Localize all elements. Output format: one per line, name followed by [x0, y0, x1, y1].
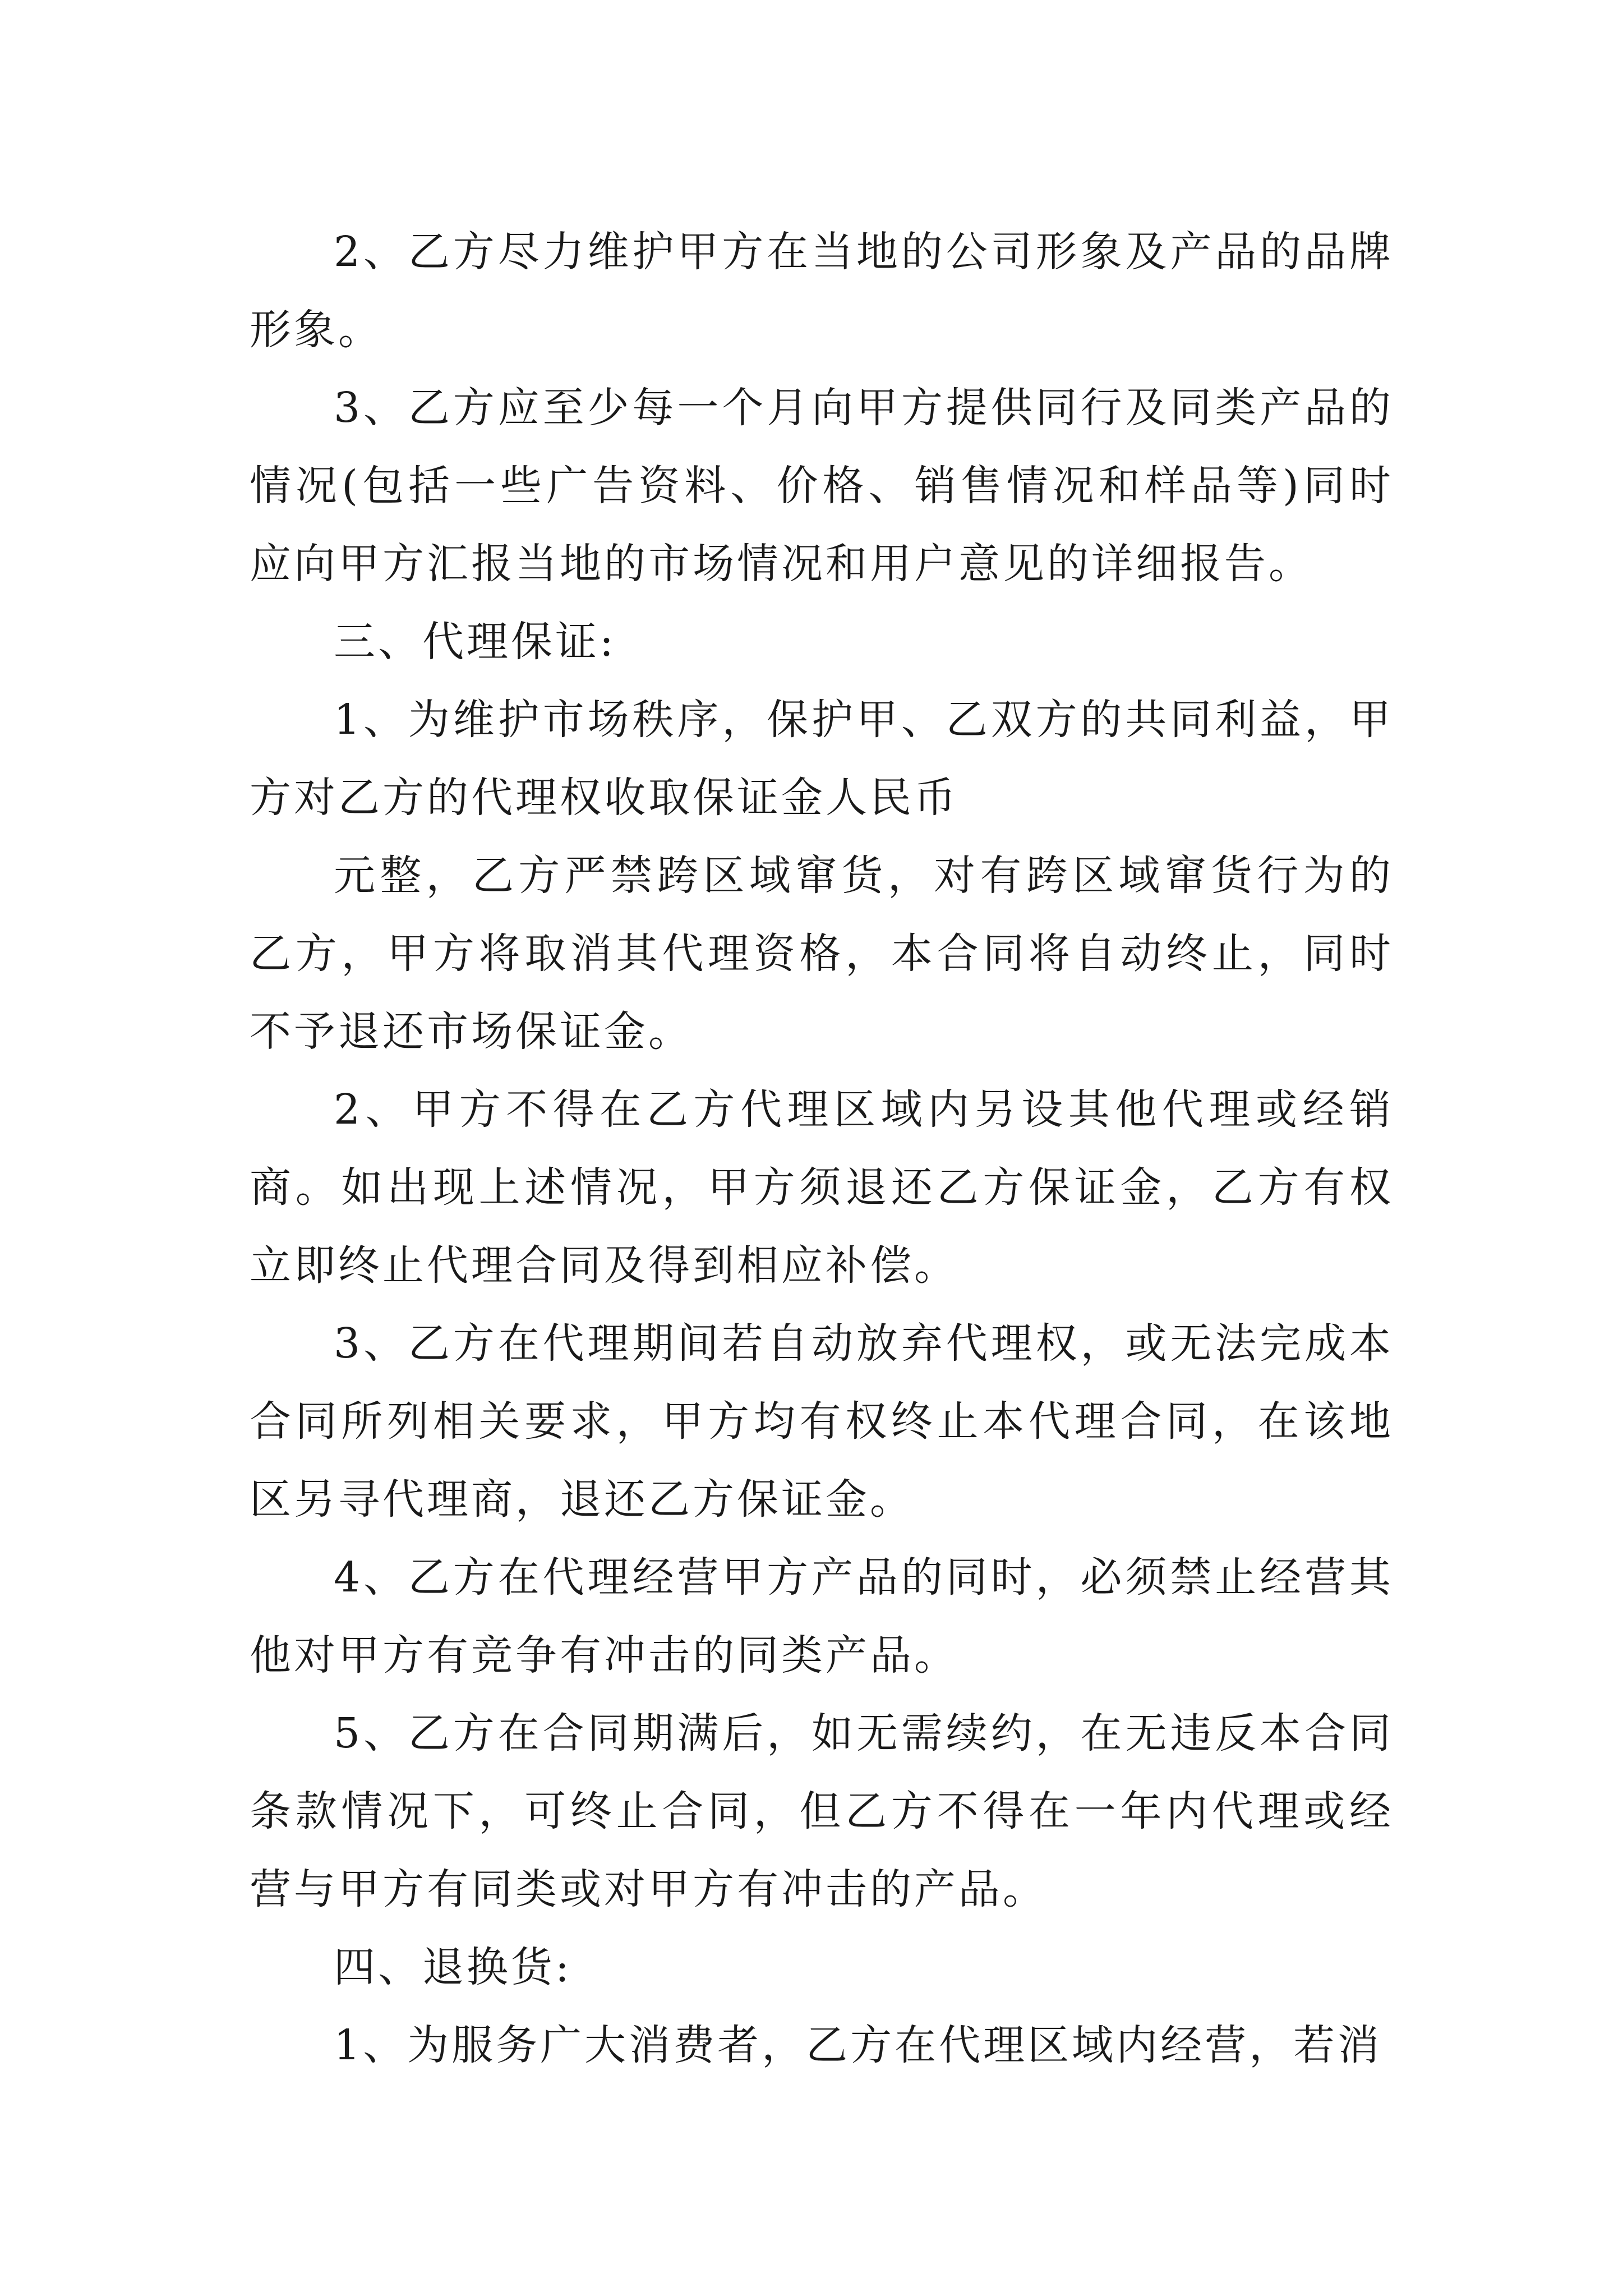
document-body: [250, 213, 1394, 2085]
guarantee-clause-4: 4、乙方在代理经营甲方产品的同时，必须禁止经营其他对甲方有竞争有冲击的同类产品。: [250, 1553, 1394, 1680]
guarantee-clause-5: 5、乙方在合同期满后，如无需续约，在无违反本合同条款情况下，可终止合同，但乙方不得在一年内代理或经营与甲方有同类或对甲方有冲击的产品。: [250, 1709, 1394, 1913]
guarantee-clause-1: 1、为维护市场秩序，保护甲、乙双方的共同利益，甲方对乙方的代理权收取保证金人民币: [250, 696, 1394, 822]
guarantee-clause-3: 3、乙方在代理期间若自动放弃代理权，或无法完成本合同所列相关要求，甲方均有权终止本代理合同，在该地区另寻代理商，退还乙方保证金。: [250, 1319, 1394, 1524]
guarantee-clause-2: 2、甲方不得在乙方代理区域内另设其他代理或经销商。如出现上述情况，甲方须退还乙方保证金，乙方有权立即终止代理合同及得到相应补偿。: [250, 1085, 1394, 1290]
guarantee-clause-1-continued: 元整，乙方严禁跨区域窜货，对有跨区域窜货行为的乙方，甲方将取消其代理资格，本合同将自动终止，同时不予退还市场保证金。: [250, 852, 1394, 1056]
section-heading-returns: 四、退换货:: [334, 1943, 572, 1991]
clause-3-market-report: 3、乙方应至少每一个月向甲方提供同行及同类产品的情况(包括一些广告资料、价格、销售情况和样品等)同时应向甲方汇报当地的市场情况和用户意见的详细报告。: [250, 384, 1394, 588]
clause-2-brand-image: 2、乙方尽力维护甲方在当地的公司形象及产品的品牌形象。: [250, 228, 1394, 354]
returns-clause-1: 1、为服务广大消费者，乙方在代理区域内经营，若消: [334, 2021, 1382, 2069]
section-heading-agency-guarantee: 三、代理保证:: [334, 618, 616, 666]
